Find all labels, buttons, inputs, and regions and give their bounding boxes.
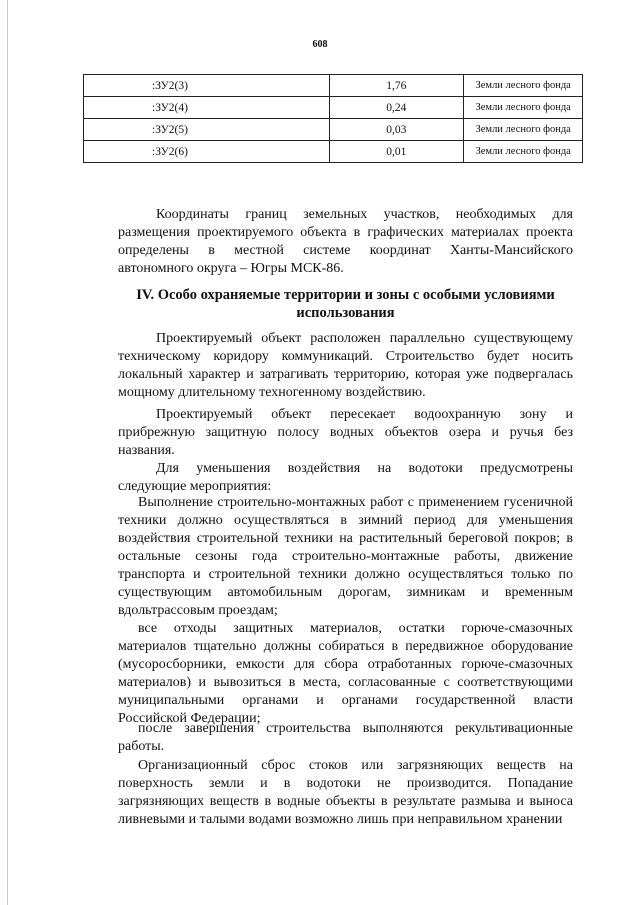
body-paragraph: Проектируемый объект расположен параллельно существующему техническому коридору коммуникаций. Строительство будет носить локальный характер и затрагивать территорию, которая уже подвергалась мощному длительному техногенному воздействию. xyxy=(118,331,573,400)
table-row xyxy=(84,141,583,163)
measure-paragraph: все отходы защитных материалов, остатки горюче-смазочных материалов тщательно должны собираться в передвижное оборудование (мусоросборники, емкости для сбора отработанных горюче-смазочных материалов) и вывозиться в места, согласованные с соответствующими муниципальными органами и органами государственной власти Российской Федерации; xyxy=(118,621,573,726)
table-cell-area: 0,03 xyxy=(330,119,463,141)
table-cell-area: 0,01 xyxy=(330,141,463,163)
table-row xyxy=(84,97,583,119)
table-cell-land-category: Земли лесного фонда xyxy=(463,141,583,163)
table-cell-plot-id: :ЗУ2(3) xyxy=(84,75,330,97)
measure-paragraph: Выполнение строительно-монтажных работ с применением гусеничной техники должно осуществляться в зимний период для уменьшения воздействия строительной техники на растительный береговой покров; в остальные сезоны года строительно-монтажные работы, движение транспорта и строительной техники должно осуществляться только по существующим автомобильным дорогам, зимникам и временным вдольтрассовым проездам; xyxy=(118,495,573,618)
table-cell-plot-id: :ЗУ2(5) xyxy=(84,119,330,141)
scan-edge-line xyxy=(7,0,8,905)
coordinates-paragraph: Координаты границ земельных участков, необходимых для размещения проектируемого объекта в графических материалах проекта определены в местной системе координат Ханты-Мансийского автономного округа – Югры МСК-86. xyxy=(118,207,573,276)
body-paragraph: Проектируемый объект пересекает водоохранную зону и прибрежную защитную полосу водных объектов озера и ручья без названия. xyxy=(118,407,573,458)
table-row xyxy=(84,75,583,97)
table-row xyxy=(84,119,583,141)
measure-paragraph: после завершения строительства выполняются рекультивационные работы. xyxy=(118,721,573,754)
body-paragraph: Организационный сброс стоков или загрязняющих веществ на поверхность земли и в водотоки не производится. Попадание загрязняющих веществ в водные объекты в результате размыва и выноса ливневыми и талыми водами возможно лишь при неправильном хранении xyxy=(118,758,573,827)
table-cell-plot-id: :ЗУ2(4) xyxy=(84,97,330,119)
table-cell-plot-id: :ЗУ2(6) xyxy=(84,141,330,163)
land-plots-table xyxy=(83,74,583,163)
table-cell-area: 0,24 xyxy=(330,97,463,119)
body-paragraph: Для уменьшения воздействия на водотоки предусмотрены следующие мероприятия: xyxy=(118,461,573,494)
table-cell-area: 1,76 xyxy=(330,75,463,97)
table-cell-land-category: Земли лесного фонда xyxy=(463,75,583,97)
table-cell-land-category: Земли лесного фонда xyxy=(463,119,583,141)
table-cell-land-category: Земли лесного фонда xyxy=(463,97,583,119)
page-number: 608 xyxy=(312,39,328,50)
section-heading: IV. Особо охраняемые территории и зоны с особыми условиями использования xyxy=(136,287,555,321)
